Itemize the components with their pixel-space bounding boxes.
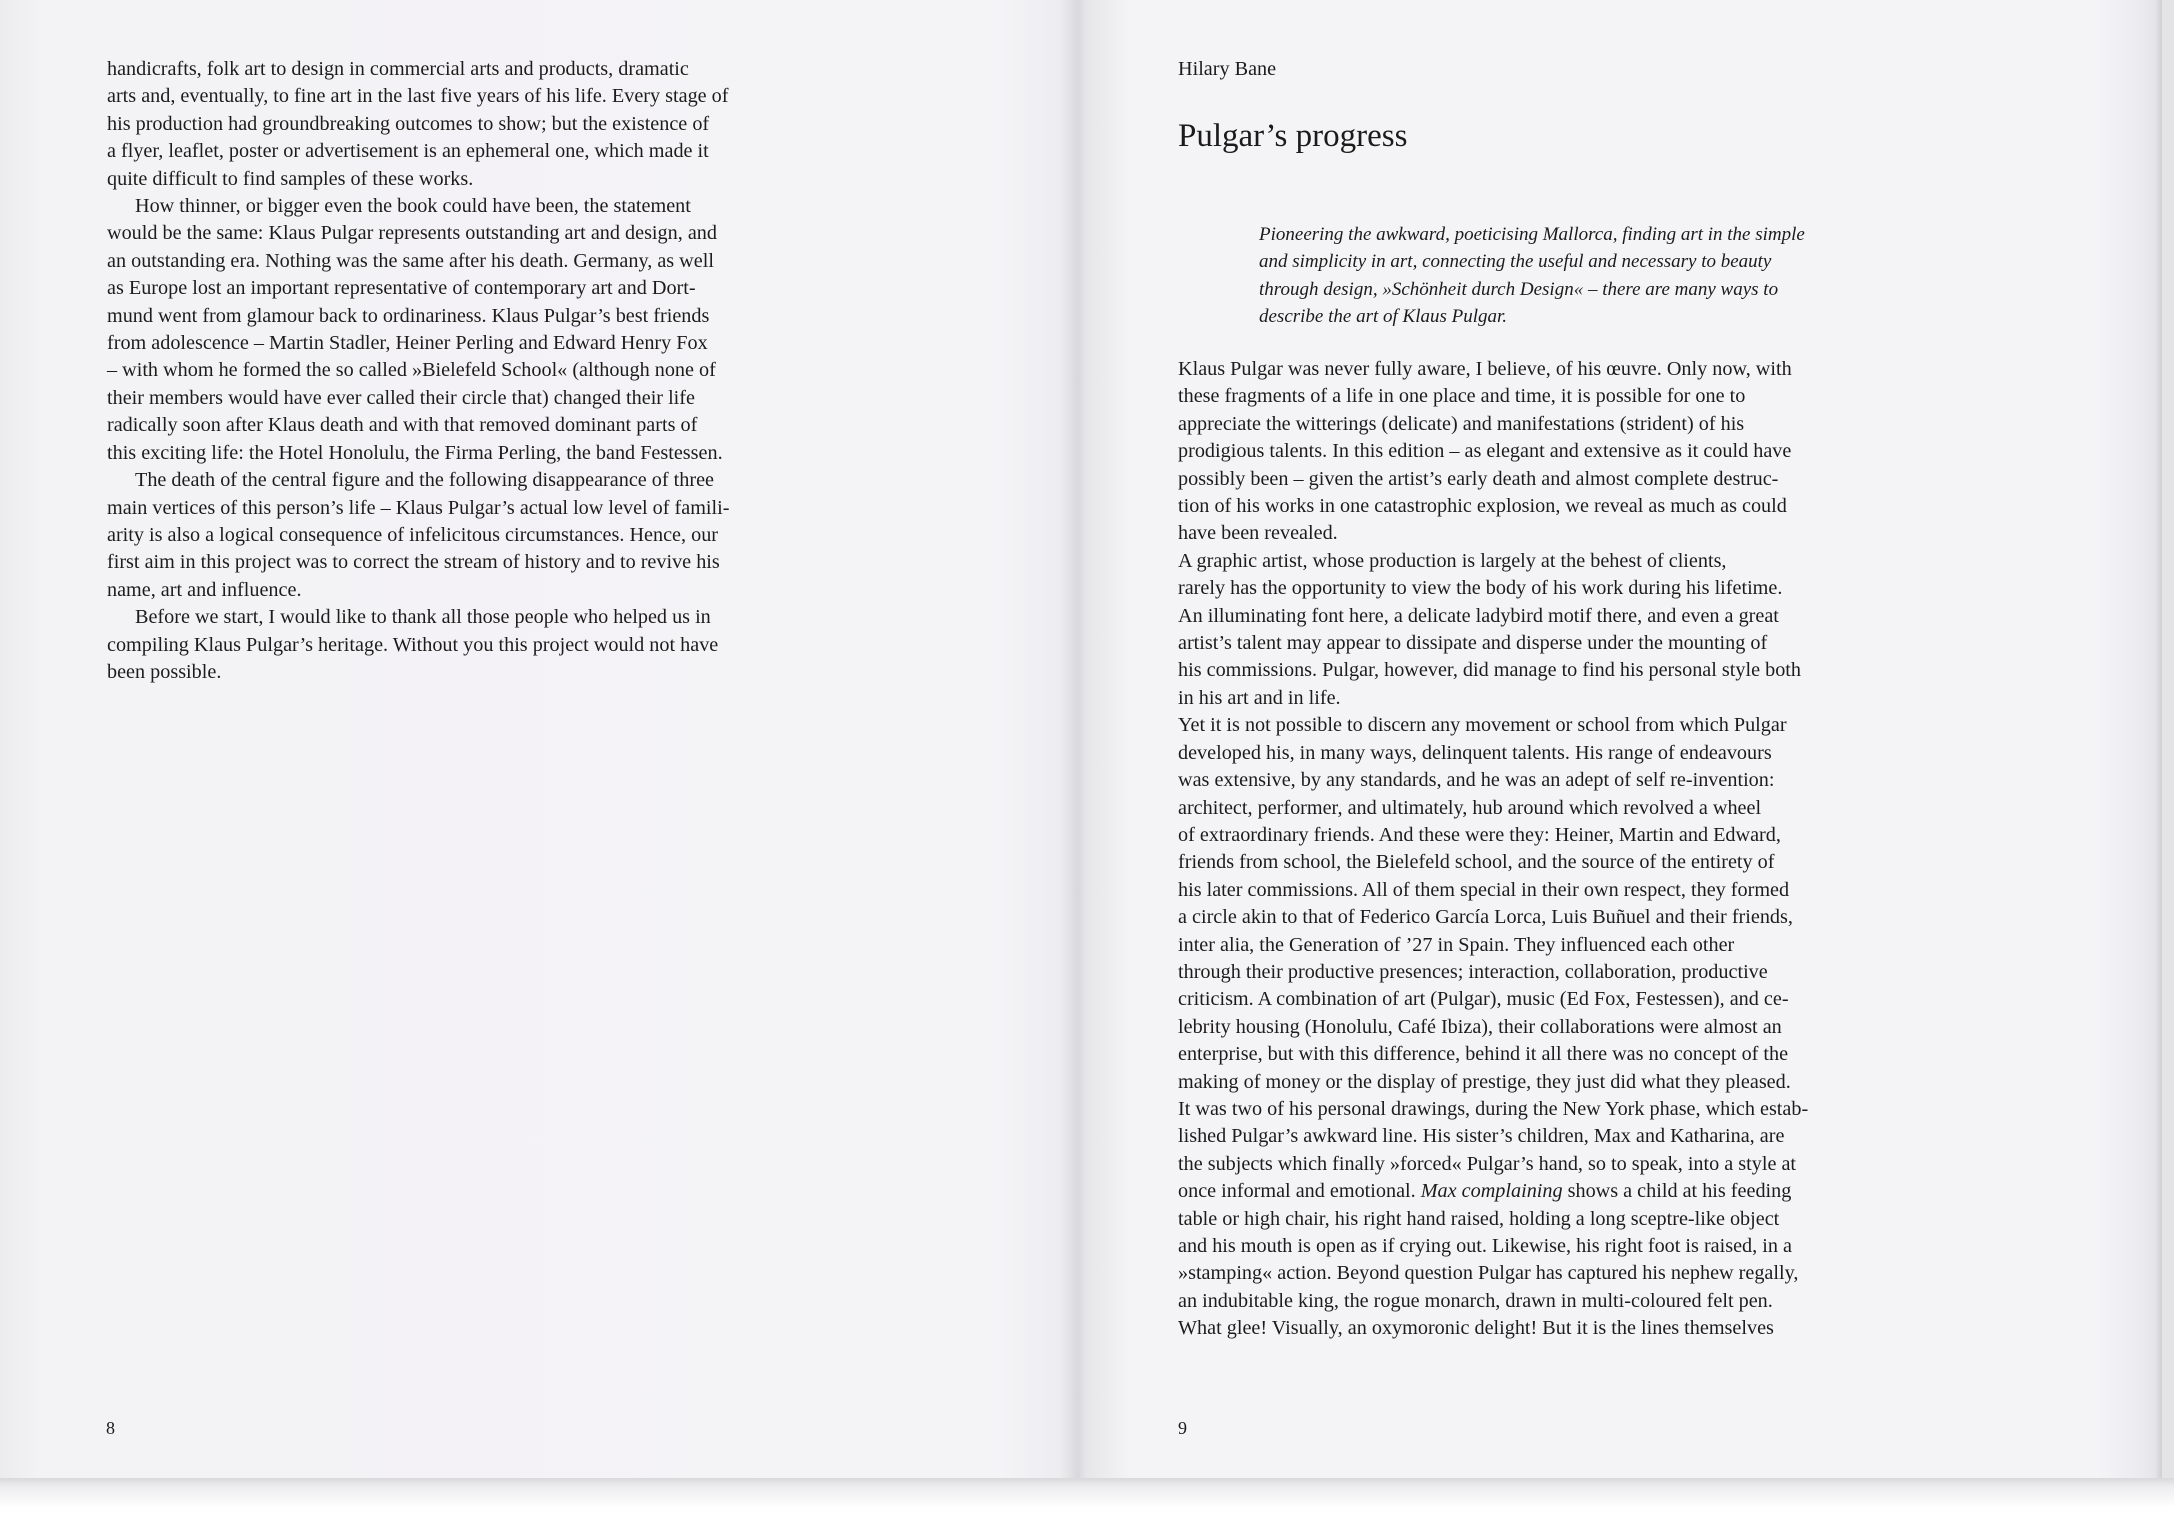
author-name: Hilary Bane: [1178, 58, 1277, 80]
text-line: arity is also a logical consequence of infelicitous circumstances. Hence, our: [107, 523, 719, 546]
text-line: his commissions. Pulgar, however, did manage to find his personal style both: [1178, 659, 1801, 682]
text-line: a circle akin to that of Federico García Lorca, Luis Buñuel and their friends,: [1178, 906, 1793, 929]
paragraph: [107, 467, 807, 604]
text-line: »stamping« action. Beyond question Pulgar has captured his nephew regally,: [1178, 1262, 1799, 1285]
text-line: radically soon after Klaus death and with that removed dominant parts of: [107, 414, 698, 437]
text-line: lished Pulgar’s awkward line. His sister’s children, Max and Katharina, are: [1178, 1125, 1785, 1148]
text-line: as Europe lost an important representative of contemporary art and Dort-: [107, 277, 696, 300]
italic-title: Max complaining: [1420, 1180, 1563, 1203]
text-line: An illuminating font here, a delicate ladybird motif there, and even a great: [1178, 604, 1779, 627]
text-line: Before we start, I would like to thank all those people who helped us in: [135, 606, 711, 629]
text-line: a flyer, leaflet, poster or advertisement is an ephemeral one, which made it: [107, 140, 709, 163]
text-line: friends from school, the Bielefeld school, and the source of the entirety of: [1178, 851, 1775, 874]
text-line: have been revealed.: [1178, 522, 1338, 545]
text-line: handicrafts, folk art to design in commercial arts and products, dramatic: [107, 58, 689, 80]
text-line: table or high chair, his right hand raised, holding a long sceptre-like object: [1178, 1207, 1780, 1230]
paragraph: [1178, 548, 1898, 712]
text-line: architect, performer, and ultimately, hub around which revolved a wheel: [1178, 796, 1762, 819]
text-line: Klaus Pulgar was never fully aware, I believe, of his œuvre. Only now, with: [1178, 358, 1792, 380]
text-line: The death of the central figure and the following disappearance of three: [135, 469, 715, 492]
text-line: criticism. A combination of art (Pulgar), music (Ed Fox, Festessen), and ce-: [1178, 988, 1789, 1011]
page-edge: [2156, 0, 2162, 1488]
paragraph: [107, 604, 807, 686]
text-line: from adolescence – Martin Stadler, Heiner Perling and Edward Henry Fox: [107, 332, 708, 355]
text-line: these fragments of a life in one place and time, it is possible for one to: [1178, 385, 1746, 408]
left-page-body: [107, 56, 807, 686]
text-line: compiling Klaus Pulgar’s heritage. Without you this project would not have: [107, 633, 719, 656]
paragraph: [1178, 356, 1898, 548]
text-line: main vertices of this person’s life – Klaus Pulgar’s actual low level of famili-: [107, 496, 730, 519]
text-line: would be the same: Klaus Pulgar represents outstanding art and design, and: [107, 222, 717, 245]
paragraph: [107, 56, 807, 193]
text-line: prodigious talents. In this edition – as elegant and extensive as it could have: [1178, 440, 1792, 463]
text-line: – with whom he formed the so called »Bielefeld School« (although none of: [107, 359, 716, 382]
text-line: his production had groundbreaking outcomes to show; but the existence of: [107, 112, 710, 135]
bottom-shadow: [0, 1478, 2174, 1515]
text-line: It was two of his personal drawings, during the New York phase, which estab-: [1178, 1097, 1809, 1120]
text-line: through design, »Schönheit durch Design« – there are many ways to: [1259, 278, 1779, 300]
text-run: shows a child at his feeding: [1562, 1180, 1792, 1203]
text-line: of extraordinary friends. And these were they: Heiner, Martin and Edward,: [1178, 823, 1781, 846]
text-line: and simplicity in art, connecting the useful and necessary to beauty: [1259, 251, 1772, 273]
text-line: Yet it is not possible to discern any movement or school from which Pulgar: [1178, 714, 1787, 737]
text-line: rarely has the opportunity to view the body of his work during his lifetime.: [1178, 577, 1783, 600]
text-line: enterprise, but with this difference, behind it all there was no concept of the: [1178, 1043, 1789, 1066]
text-line: this exciting life: the Hotel Honolulu, the Firma Perling, the band Festessen.: [107, 441, 723, 464]
text-line: making of money or the display of prestige, they just did what they pleased.: [1178, 1070, 1791, 1093]
text-line: describe the art of Klaus Pulgar.: [1259, 306, 1508, 328]
text-line: their members would have ever called their circle that) changed their life: [107, 386, 695, 409]
text-line: lebrity housing (Honolulu, Café Ibiza), their collaborations were almost an: [1178, 1015, 1782, 1038]
text-line: appreciate the witterings (delicate) and manifestations (strident) of his: [1178, 412, 1745, 435]
text-line: and his mouth is open as if crying out. Likewise, his right foot is raised, in a: [1178, 1235, 1792, 1257]
text-line: was extensive, by any standards, and he was an adept of self re-invention:: [1178, 769, 1775, 792]
text-line: developed his, in many ways, delinquent talents. His range of endeavours: [1178, 741, 1772, 764]
text-line: tion of his works in one catastrophic explosion, we reveal as much as could: [1178, 495, 1787, 518]
text-line: the subjects which finally »forced« Pulgar’s hand, so to speak, into a style at: [1178, 1152, 1797, 1175]
text-line: Pioneering the awkward, poeticising Mallorca, finding art in the simple: [1259, 224, 1805, 245]
text-line: been possible.: [107, 660, 222, 683]
page-number-left: 8: [106, 1418, 115, 1438]
epigraph: [1259, 221, 1899, 331]
text-line: name, art and influence.: [107, 578, 302, 601]
text-line: arts and, eventually, to fine art in the last five years of his life. Every stage of: [107, 85, 729, 108]
article-title: Pulgar’s progress: [1178, 118, 1408, 154]
text-line: quite difficult to find samples of these works.: [107, 167, 474, 190]
text-line: How thinner, or bigger even the book could have been, the statement: [135, 195, 691, 218]
text-run: once informal and emotional.: [1178, 1180, 1421, 1203]
text-line: A graphic artist, whose production is largely at the behest of clients,: [1178, 549, 1727, 572]
text-line: [1178, 1178, 1898, 1205]
text-line: What glee! Visually, an oxymoronic delight! But it is the lines themselves: [1178, 1317, 1774, 1340]
paragraph: [107, 193, 807, 467]
paragraph: [1178, 712, 1898, 1096]
text-line: an indubitable king, the rogue monarch, drawn in multi-coloured felt pen.: [1178, 1289, 1773, 1312]
text-line: through their productive presences; interaction, collaboration, productive: [1178, 960, 1768, 983]
text-line: possibly been – given the artist’s early death and almost complete destruc-: [1178, 467, 1779, 490]
text-line: an outstanding era. Nothing was the same after his death. Germany, as well: [107, 249, 714, 272]
text-line: mund went from glamour back to ordinariness. Klaus Pulgar’s best friends: [107, 304, 710, 327]
paragraph: [1178, 1096, 1898, 1343]
text-line: in his art and in life.: [1178, 686, 1341, 709]
text-line: artist’s talent may appear to dissipate and disperse under the mounting of: [1178, 632, 1768, 655]
right-page-body: [1178, 356, 1898, 1343]
text-line: first aim in this project was to correct the stream of history and to revive his: [107, 551, 720, 574]
text-line: his later commissions. All of them special in their own respect, they formed: [1178, 878, 1790, 901]
text-line: inter alia, the Generation of ’27 in Spain. They influenced each other: [1178, 933, 1735, 956]
page-number-right: 9: [1178, 1418, 1187, 1438]
